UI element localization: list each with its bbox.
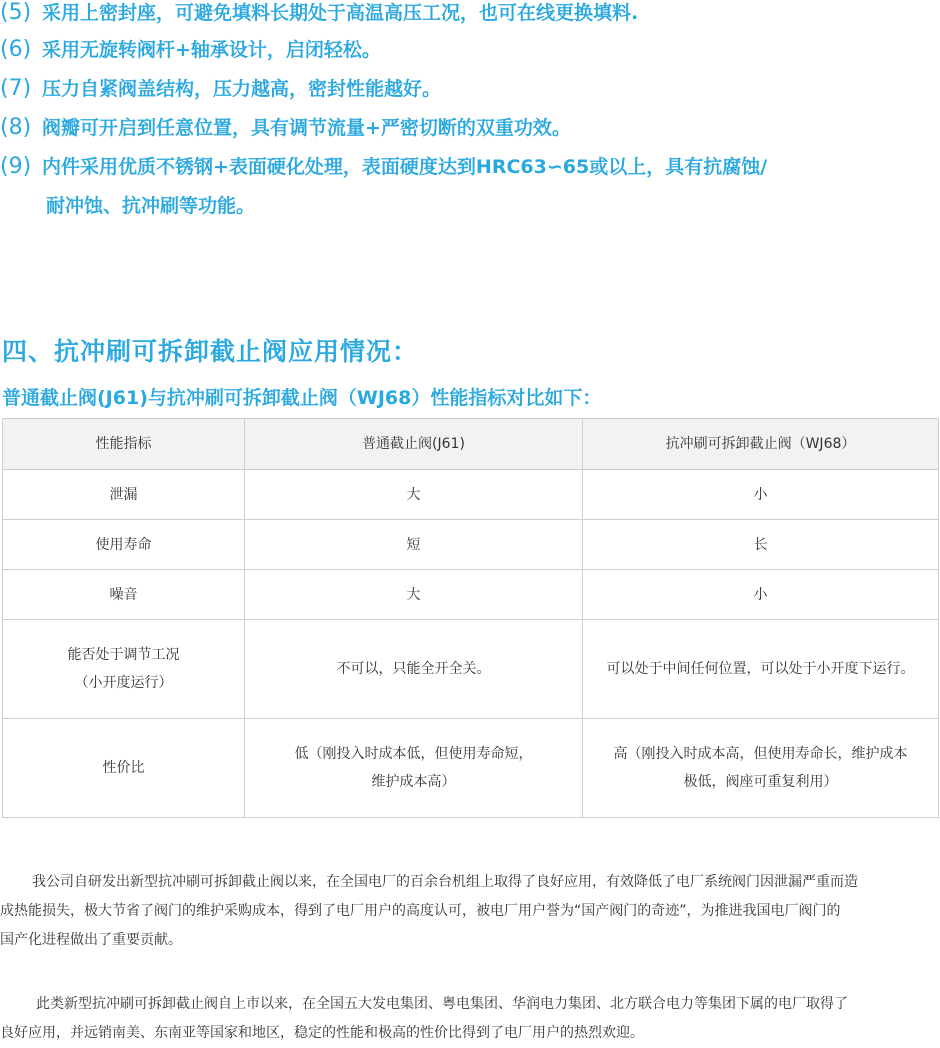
header-wj68: 抗冲刷可拆卸截止阀（WJ68）	[583, 419, 939, 470]
j61-cell: 短	[245, 520, 583, 570]
table-row	[3, 620, 939, 719]
feature-text: 阀瓣可开启到任意位置，具有调节流量+严密切断的双重功效。	[42, 117, 571, 139]
header-j61: 普通截止阀(J61)	[245, 419, 583, 470]
feature-text: 采用无旋转阀杆+轴承设计，启闭轻松。	[42, 39, 381, 61]
wj68-line-2: 极低，阀座可重复利用）	[683, 774, 838, 790]
feature-number: (7)	[0, 76, 32, 101]
feature-text: 压力自紧阀盖结构，压力越高，密封性能越好。	[42, 78, 442, 100]
wj68-cell: 可以处于中间任何位置，可以处于小开度下运行。	[583, 620, 939, 719]
table-row	[3, 520, 939, 570]
wj68-cell: 长	[583, 520, 939, 570]
feature-text: 内件采用优质不锈钢+表面硬化处理，表面硬度达到HRC63∽65或以上，具有抗腐蚀/	[42, 156, 768, 178]
section-title: 四、抗冲刷可拆卸截止阀应用情况：	[2, 337, 419, 366]
j61-line-2: 维护成本高）	[371, 774, 456, 790]
feature-item-7	[0, 76, 441, 102]
j61-cell: 大	[245, 570, 583, 620]
feature-number: (8)	[0, 115, 32, 140]
metric-line-2: （小开度运行）	[74, 675, 173, 691]
metric-cell: 噪音	[3, 570, 245, 620]
feature-item-6	[0, 37, 381, 63]
wj68-cell	[583, 719, 939, 818]
metric-cell: 性价比	[3, 719, 245, 818]
paragraph-1	[0, 868, 940, 955]
wj68-cell: 小	[583, 570, 939, 620]
feature-number: (5)	[0, 0, 32, 25]
paragraph-line: 此类新型抗冲刷可拆卸截止阀自上市以来，在全国五大发电集团、粤电集团、华润电力集团、北方联合电力等集团下属的电厂取得了	[36, 996, 848, 1012]
paragraph-line: 我公司自研发出新型抗冲刷可拆卸截止阀以来，在全国电厂的百余台机组上取得了良好应用，有效降低了电厂系统阀门因泄漏严重而造	[32, 874, 858, 890]
j61-cell	[245, 719, 583, 818]
wj68-cell: 小	[583, 470, 939, 520]
metric-cell: 使用寿命	[3, 520, 245, 570]
paragraph-line: 良好应用，并远销南美、东南亚等国家和地区，稳定的性能和极高的性价比得到了电厂用户的热烈欢迎。	[0, 1025, 644, 1041]
feature-number: (9)	[0, 154, 32, 179]
table-row	[3, 570, 939, 620]
feature-item-9-continued: 耐冲蚀、抗冲刷等功能。	[46, 195, 256, 217]
paragraph-2	[0, 990, 940, 1048]
comparison-title: 普通截止阀(J61)与抗冲刷可拆卸截止阀（WJ68）性能指标对比如下：	[2, 387, 602, 409]
comparison-table	[2, 418, 939, 818]
paragraph-line: 成热能损失，极大节省了阀门的维护采购成本，得到了电厂用户的高度认可，被电厂用户誉为“国产阀门的奇迹”，为推进我国电厂阀门的	[0, 903, 841, 919]
metric-cell	[3, 620, 245, 719]
feature-item-8	[0, 115, 571, 141]
table-header-row	[3, 419, 939, 470]
paragraph-line: 国产化进程做出了重要贡献。	[0, 932, 182, 948]
table-row	[3, 470, 939, 520]
metric-cell: 泄漏	[3, 470, 245, 520]
feature-number: (6)	[0, 37, 32, 62]
wj68-line-1: 高（刚投入时成本高，但使用寿命长，维护成本	[613, 746, 908, 762]
feature-item-9	[0, 154, 767, 180]
j61-cell: 不可以，只能全开全关。	[245, 620, 583, 719]
metric-line-1: 能否处于调节工况	[67, 647, 180, 663]
feature-item-5	[0, 0, 638, 26]
j61-line-1: 低（刚投入时成本低，但使用寿命短，	[294, 746, 533, 762]
header-metric: 性能指标	[3, 419, 245, 470]
feature-text: 采用上密封座，可避免填料长期处于高温高压工况，也可在线更换填料.	[42, 2, 639, 24]
j61-cell: 大	[245, 470, 583, 520]
table-row	[3, 719, 939, 818]
